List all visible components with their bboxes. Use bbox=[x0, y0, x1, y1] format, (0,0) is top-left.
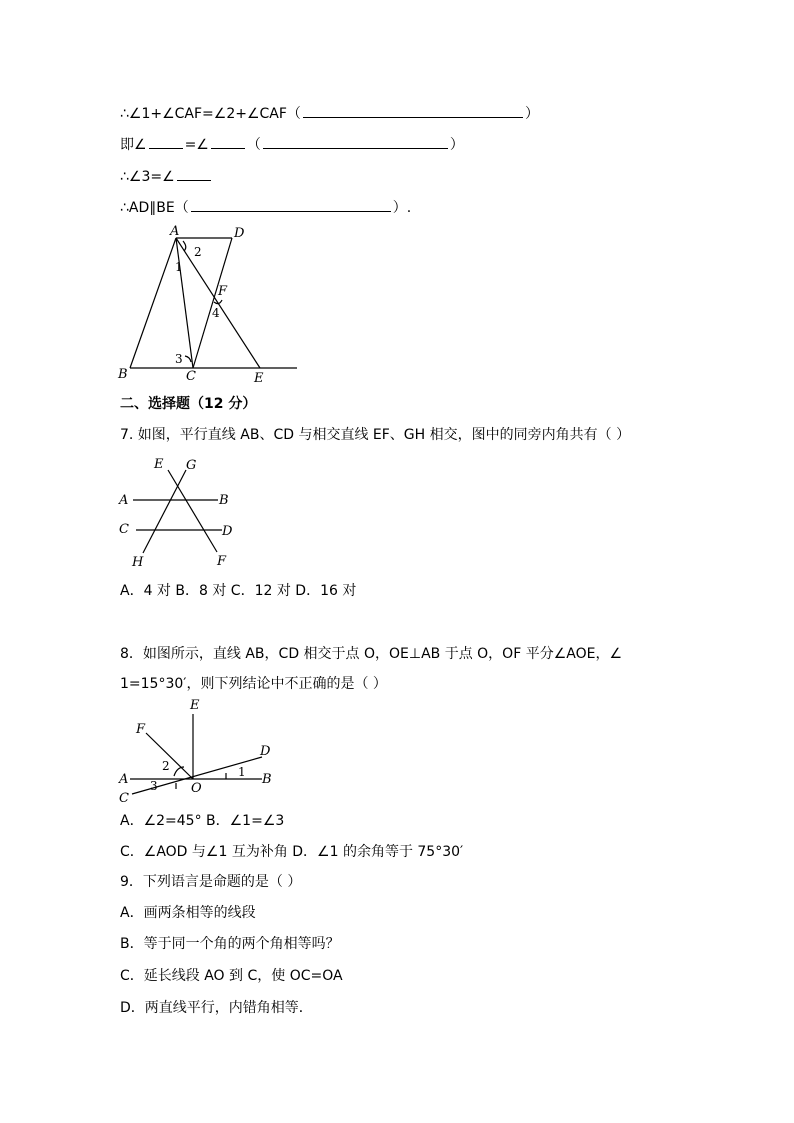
fig1-label-b: B bbox=[118, 367, 128, 382]
q7-label-b: B bbox=[219, 493, 229, 508]
q8-label-f: F bbox=[136, 722, 146, 737]
proof-line-2-pre: 即∠ bbox=[120, 137, 147, 153]
q7-label-d: D bbox=[222, 524, 233, 539]
q7-options[interactable]: A．4 对 B．8 对 C．12 对 D．16 对 bbox=[120, 583, 357, 599]
q8-label-a: A bbox=[119, 772, 129, 787]
q8-options-ab[interactable]: A．∠2=45° B．∠1=∠3 bbox=[120, 813, 285, 829]
proof-line-2-close: ） bbox=[449, 137, 464, 153]
proof-line-4-text: ∴AD∥BE（ bbox=[120, 200, 189, 216]
q7-label-c: C bbox=[119, 522, 129, 537]
section-2-title: 二、选择题（12 分） bbox=[120, 396, 257, 412]
fig1-angle-4: 4 bbox=[212, 306, 220, 320]
q8-stem-2: 1=15°30′，则下列结论中不正确的是（ ） bbox=[120, 676, 387, 692]
fig1-angle-2: 2 bbox=[194, 245, 202, 259]
fig1-label-e: E bbox=[254, 371, 264, 386]
fig1-label-f: F bbox=[218, 284, 228, 299]
q8-stem-1: 8．如图所示，直线 AB，CD 相交于点 O，OE⊥AB 于点 O，OF 平分∠AOE，∠ bbox=[120, 646, 622, 662]
q7-label-h: H bbox=[132, 555, 144, 570]
q8-label-e: E bbox=[190, 698, 200, 713]
fig1-label-a: A bbox=[170, 224, 180, 239]
q9-option-c[interactable]: C．延长线段 AO 到 C，使 OC=OA bbox=[120, 968, 343, 984]
q7-label-e: E bbox=[154, 457, 164, 472]
q8-angle-2: 2 bbox=[162, 759, 170, 773]
q9-stem: 9．下列语言是命题的是（ ） bbox=[120, 874, 302, 890]
q8-label-d: D bbox=[260, 744, 271, 759]
q9-option-a[interactable]: A．画两条相等的线段 bbox=[120, 905, 256, 921]
proof-line-2-paren: （ bbox=[246, 137, 261, 153]
q8-angle-1: 1 bbox=[238, 765, 246, 779]
q8-label-b: B bbox=[262, 772, 272, 787]
fig1-angle-3: 3 bbox=[175, 352, 183, 366]
q7-label-a: A bbox=[119, 493, 129, 508]
proof-line-1-close: ） bbox=[524, 106, 539, 122]
proof-line-3-text: ∴∠3=∠ bbox=[120, 169, 175, 185]
q7-label-g: G bbox=[186, 458, 197, 473]
q8-options-cd[interactable]: C．∠AOD 与∠1 互为补角 D．∠1 的余角等于 75°30′ bbox=[120, 844, 464, 860]
q9-option-d[interactable]: D．两直线平行，内错角相等． bbox=[120, 1000, 313, 1016]
proof-line-2-mid: =∠ bbox=[184, 137, 209, 153]
proof-line-1-text: ∴∠1+∠CAF=∠2+∠CAF（ bbox=[120, 106, 301, 122]
q8-angle-3: 3 bbox=[150, 779, 158, 793]
q9-option-b[interactable]: B．等于同一个角的两个角相等吗？ bbox=[120, 936, 340, 952]
fig1-label-d: D bbox=[234, 226, 245, 241]
q8-label-c: C bbox=[119, 791, 129, 806]
proof-line-4-close: ）. bbox=[392, 200, 412, 216]
q8-label-o: O bbox=[191, 781, 202, 796]
fig1-angle-1: 1 bbox=[175, 260, 183, 274]
q7-label-f: F bbox=[217, 554, 227, 569]
fig1-label-c: C bbox=[186, 369, 196, 384]
q7-stem: 7. 如图，平行直线 AB、CD 与相交直线 EF、GH 相交，图中的同旁内角共有（ ） bbox=[120, 427, 631, 443]
